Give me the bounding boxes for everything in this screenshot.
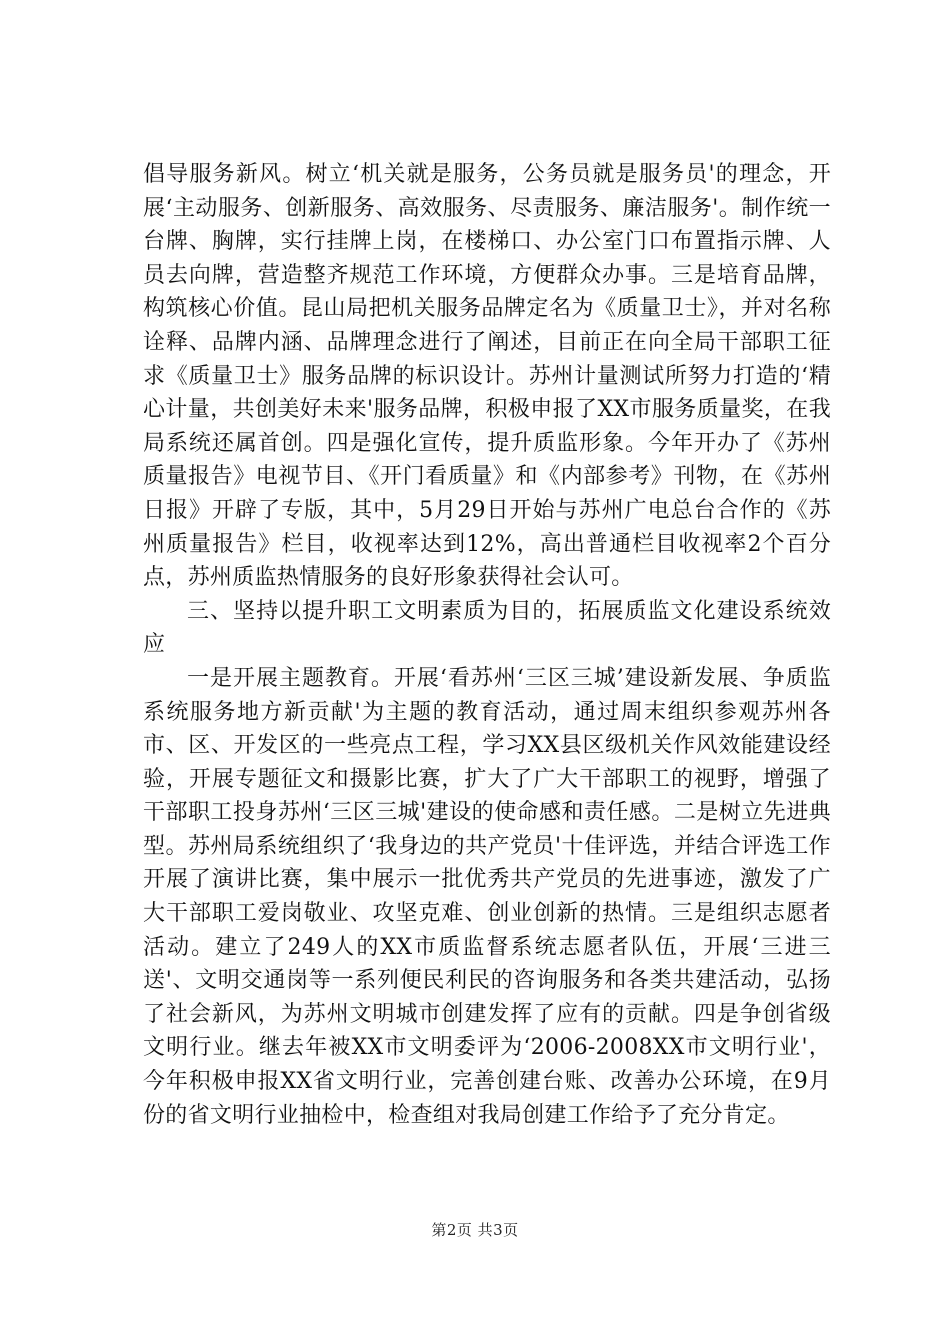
document-body xyxy=(143,158,831,1132)
paragraph-section-three: 一是开展主题教育。开展‘看苏州‘三区三城’建设新发展、争质监系统服务地方新贡献'为主题的教育活动，通过周末组织参观苏州各市、区、开发区的一些亮点工程，学习XX县区级机关作风效能建设经验，开展专题征文和摄影比赛，扩大了广大干部职工的视野，增强了干部职工投身苏州‘三区三城'建设的使命感和责任感。二是树立先进典型。苏州局系统组织了‘我身边的共产党员'十佳评选，并结合评选工作开展了演讲比赛，集中展示一批优秀共产党员的先进事迹，激发了广大干部职工爱岗敬业、攻坚克难、创业创新的热情。三是组织志愿者活动。建立了249人的XX市质监督系统志愿者队伍，开展‘三进三送'、文明交通岗等一系列便民利民的咨询服务和各类共建活动，弘扬了社会新风，为苏州文明城市创建发挥了应有的贡献。四是争创省级文明行业。继去年被XX市文明委评为‘2006-2008XX市文明行业'，今年积极申报XX省文明行业，完善创建台账、改善办公环境，在9月份的省文明行业抽检中，检查组对我局创建工作给予了充分肯定。 xyxy=(143,665,831,1128)
paragraph-continued: 倡导服务新风。树立‘机关就是服务，公务员就是服务员'的理念，开展‘主动服务、创新服务、高效服务、尽责服务、廉洁服务'。制作统一台牌、胸牌，实行挂牌上岗，在楼梯口、办公室门口布置指示牌、人员去向牌，营造整齐规范工作环境，方便群众办事。三是培育品牌，构筑核心价值。昆山局把机关服务品牌定名为《质量卫士》，并对名称诠释、品牌内涵、品牌理念进行了阐述，目前正在向全局干部职工征求《质量卫士》服务品牌的标识设计。苏州计量测试所努力打造的‘精心计量，共创美好未来'服务品牌，积极申报了XX市服务质量奖，在我局系统还属首创。四是强化宣传，提升质监形象。今年开办了《苏州质量报告》电视节目、《开门看质量》和《内部参考》刊物，在《苏州日报》开辟了专版，其中，5月29日开始与苏州广电总台合作的《苏州质量报告》栏目，收视率达到12%，高出普通栏目收视率2个百分点，苏州质监热情服务的良好形象获得社会认可。 xyxy=(143,162,831,591)
section-heading-three: 三、坚持以提升职工文明素质为目的，拓展质监文化建设系统效应 xyxy=(143,598,831,658)
page-number-footer: 第2页 共3页 xyxy=(431,1221,519,1239)
